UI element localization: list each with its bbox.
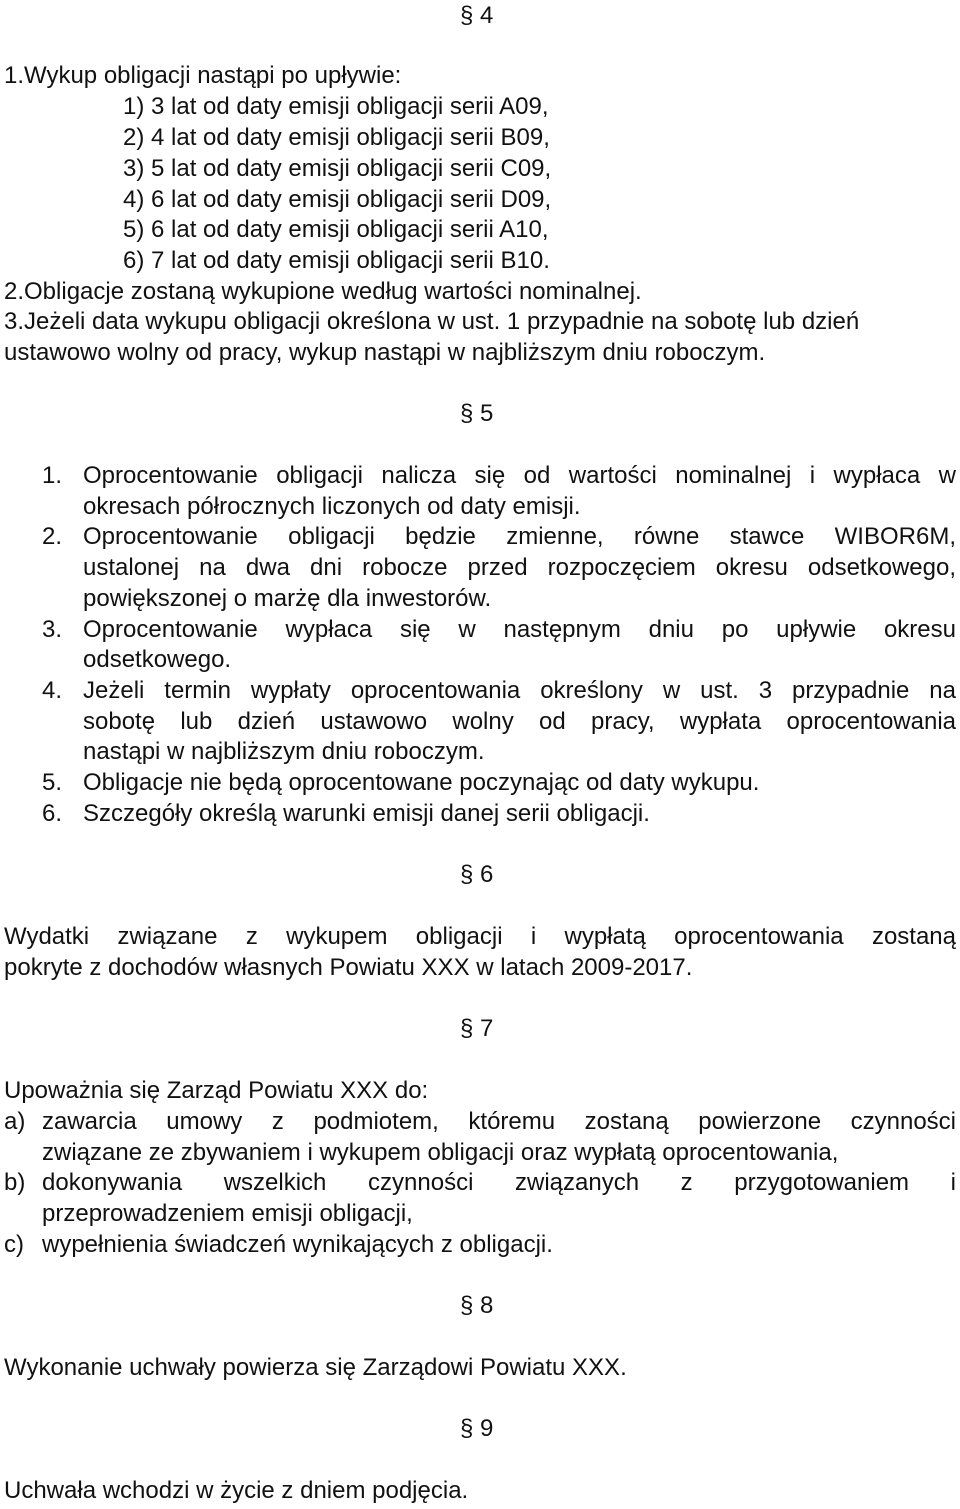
- list-item-line: wypełnienia świadczeń wynikających z obligacji.: [42, 1231, 553, 1258]
- paragraph-6-line-1: Wydatki związane z wykupem obligacji i wypłatą oprocentowania zostaną: [4, 923, 956, 950]
- list-item-line: ustalonej na dwa dni robocze przed rozpoczęciem okresu odsetkowego,: [83, 554, 956, 581]
- list-item-line: zawarcia umowy z podmiotem, któremu zostaną powierzone czynności: [42, 1108, 956, 1135]
- list-item-line: związane ze zbywaniem i wykupem obligacji oraz wypłatą oprocentowania,: [42, 1139, 839, 1166]
- list-item: 4) 6 lat od daty emisji obligacji serii D09,: [123, 186, 552, 213]
- list-number: 5.: [42, 769, 63, 796]
- list-item-line: Szczegóły określą warunki emisji danej serii obligacji.: [83, 800, 650, 827]
- list-item-line: nastąpi w najbliższym dniu roboczym.: [83, 738, 485, 765]
- list-item-line: odsetkowego.: [83, 646, 232, 673]
- paragraph-8-text: Wykonanie uchwały powierza się Zarządowi Powiatu XXX.: [4, 1354, 627, 1381]
- list-item-line: okresach półrocznych liczonych od daty emisji.: [83, 493, 581, 520]
- paragraph-6-line-2: pokryte z dochodów własnych Powiatu XXX w latach 2009-2017.: [4, 954, 693, 981]
- list-item: 1) 3 lat od daty emisji obligacji serii A09,: [123, 93, 549, 120]
- list-letter: c): [4, 1231, 24, 1258]
- list-item-line: Oprocentowanie wypłaca się w następnym dniu po upływie okresu: [83, 616, 956, 643]
- list-number: 4.: [42, 677, 63, 704]
- list-number: 1.: [42, 462, 63, 489]
- paragraph-4-point-2: 2.Obligacje zostaną wykupione według wartości nominalnej.: [4, 278, 642, 305]
- list-item-line: Jeżeli termin wypłaty oprocentowania określony w ust. 3 przypadnie na: [83, 677, 956, 704]
- list-item-line: Oprocentowanie obligacji będzie zmienne, równe stawce WIBOR6M,: [83, 523, 956, 550]
- list-item: 5) 6 lat od daty emisji obligacji serii A10,: [123, 216, 549, 243]
- section-heading-4: § 4: [460, 2, 494, 29]
- section-heading-6: § 6: [460, 861, 494, 888]
- list-number: 2.: [42, 523, 63, 550]
- section-heading-9: § 9: [460, 1415, 494, 1442]
- list-item: 3) 5 lat od daty emisji obligacji serii C09,: [123, 155, 552, 182]
- paragraph-4-intro: 1.Wykup obligacji nastąpi po upływie:: [4, 62, 402, 89]
- list-item-line: Obligacje nie będą oprocentowane poczynając od daty wykupu.: [83, 769, 760, 796]
- section-heading-8: § 8: [460, 1292, 494, 1319]
- list-letter: b): [4, 1169, 26, 1196]
- paragraph-7-intro: Upoważnia się Zarząd Powiatu XXX do:: [4, 1077, 429, 1104]
- list-item: 2) 4 lat od daty emisji obligacji serii B09,: [123, 124, 550, 151]
- section-heading-7: § 7: [460, 1015, 494, 1042]
- list-number: 6.: [42, 800, 63, 827]
- list-item: 6) 7 lat od daty emisji obligacji serii B10.: [123, 247, 550, 274]
- list-item-line: dokonywania wszelkich czynności związanych z przygotowaniem i: [42, 1169, 956, 1196]
- paragraph-4-point-3-line-2: ustawowo wolny od pracy, wykup nastąpi w najbliższym dniu roboczym.: [4, 339, 766, 366]
- paragraph-9-text: Uchwała wchodzi w życie z dniem podjęcia.: [4, 1477, 469, 1504]
- list-letter: a): [4, 1108, 26, 1135]
- list-item-line: powiększonej o marżę dla inwestorów.: [83, 585, 492, 612]
- list-item-line: Oprocentowanie obligacji nalicza się od wartości nominalnej i wypłaca w: [83, 462, 956, 489]
- list-item-line: sobotę lub dzień ustawowo wolny od pracy, wypłata oprocentowania: [83, 708, 956, 735]
- section-heading-5: § 5: [460, 400, 494, 427]
- paragraph-4-point-3-line-1: 3.Jeżeli data wykupu obligacji określona w ust. 1 przypadnie na sobotę lub dzień: [4, 308, 860, 335]
- list-number: 3.: [42, 616, 63, 643]
- list-item-line: przeprowadzeniem emisji obligacji,: [42, 1200, 413, 1227]
